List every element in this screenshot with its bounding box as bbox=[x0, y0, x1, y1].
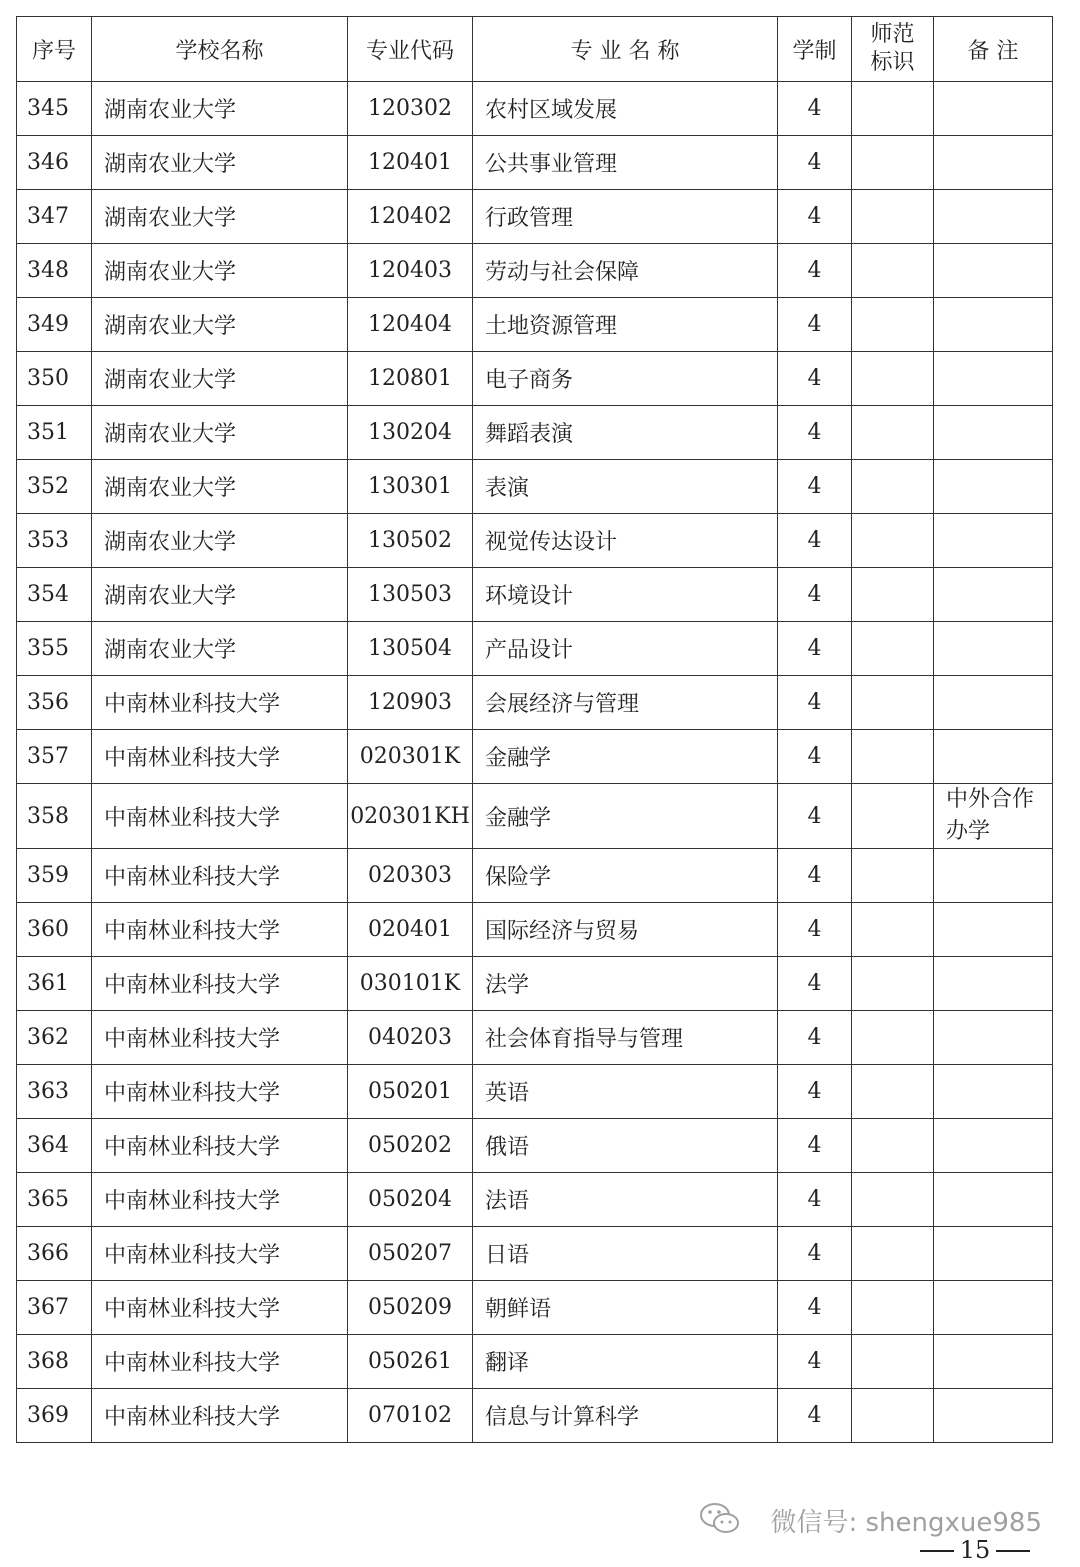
table-row bbox=[17, 406, 1053, 460]
cell-school: 中南林业科技大学 bbox=[92, 849, 348, 903]
cell-notes bbox=[934, 1227, 1053, 1281]
cell-code: 070102 bbox=[348, 1389, 473, 1443]
header-teacher-line2: 标识 bbox=[870, 50, 915, 75]
cell-teacher-flag bbox=[852, 244, 934, 298]
cell-duration: 4 bbox=[778, 676, 852, 730]
cell-teacher-flag bbox=[852, 730, 934, 784]
cell-major: 法语 bbox=[473, 1173, 778, 1227]
header-teacher-flag bbox=[852, 17, 934, 82]
cell-teacher-flag bbox=[852, 136, 934, 190]
cell-code: 030101K bbox=[348, 957, 473, 1011]
cell-code: 130503 bbox=[348, 568, 473, 622]
cell-school: 湖南农业大学 bbox=[92, 136, 348, 190]
table-row bbox=[17, 514, 1053, 568]
cell-seq: 369 bbox=[17, 1389, 92, 1443]
cell-seq: 352 bbox=[17, 460, 92, 514]
cell-school: 湖南农业大学 bbox=[92, 514, 348, 568]
cell-notes: 中外合作办学 bbox=[934, 784, 1053, 849]
cell-school: 中南林业科技大学 bbox=[92, 1335, 348, 1389]
cell-major: 表演 bbox=[473, 460, 778, 514]
cell-code: 130504 bbox=[348, 622, 473, 676]
table-row bbox=[17, 1281, 1053, 1335]
table-row bbox=[17, 1227, 1053, 1281]
table-row bbox=[17, 622, 1053, 676]
cell-seq: 367 bbox=[17, 1281, 92, 1335]
majors-table bbox=[16, 16, 1053, 1443]
table-row bbox=[17, 568, 1053, 622]
cell-teacher-flag bbox=[852, 82, 934, 136]
cell-major: 环境设计 bbox=[473, 568, 778, 622]
cell-code: 050204 bbox=[348, 1173, 473, 1227]
cell-major: 金融学 bbox=[473, 784, 778, 849]
cell-notes bbox=[934, 730, 1053, 784]
cell-seq: 368 bbox=[17, 1335, 92, 1389]
cell-school: 湖南农业大学 bbox=[92, 406, 348, 460]
header-duration: 学制 bbox=[778, 17, 852, 82]
table-row bbox=[17, 676, 1053, 730]
cell-school: 中南林业科技大学 bbox=[92, 957, 348, 1011]
cell-major: 公共事业管理 bbox=[473, 136, 778, 190]
cell-notes bbox=[934, 1335, 1053, 1389]
header-row bbox=[17, 17, 1053, 82]
cell-duration: 4 bbox=[778, 244, 852, 298]
page-number: 15 bbox=[920, 1536, 1030, 1564]
cell-duration: 4 bbox=[778, 730, 852, 784]
table-row bbox=[17, 136, 1053, 190]
cell-seq: 355 bbox=[17, 622, 92, 676]
cell-code: 120401 bbox=[348, 136, 473, 190]
cell-notes bbox=[934, 957, 1053, 1011]
cell-teacher-flag bbox=[852, 298, 934, 352]
cell-duration: 4 bbox=[778, 190, 852, 244]
header-code: 专业代码 bbox=[348, 17, 473, 82]
header-teacher-line1: 师范 bbox=[870, 22, 915, 47]
cell-school: 中南林业科技大学 bbox=[92, 1281, 348, 1335]
cell-teacher-flag bbox=[852, 1119, 934, 1173]
table-row bbox=[17, 1335, 1053, 1389]
header-seq: 序号 bbox=[17, 17, 92, 82]
cell-teacher-flag bbox=[852, 676, 934, 730]
cell-notes bbox=[934, 352, 1053, 406]
cell-major: 视觉传达设计 bbox=[473, 514, 778, 568]
cell-duration: 4 bbox=[778, 1281, 852, 1335]
header-notes: 备 注 bbox=[934, 17, 1053, 82]
cell-major: 法学 bbox=[473, 957, 778, 1011]
cell-duration: 4 bbox=[778, 514, 852, 568]
cell-notes bbox=[934, 622, 1053, 676]
cell-notes bbox=[934, 849, 1053, 903]
cell-teacher-flag bbox=[852, 352, 934, 406]
cell-seq: 351 bbox=[17, 406, 92, 460]
cell-notes bbox=[934, 1281, 1053, 1335]
cell-school: 中南林业科技大学 bbox=[92, 1011, 348, 1065]
table-row bbox=[17, 190, 1053, 244]
cell-seq: 361 bbox=[17, 957, 92, 1011]
cell-teacher-flag bbox=[852, 1011, 934, 1065]
cell-seq: 346 bbox=[17, 136, 92, 190]
cell-seq: 350 bbox=[17, 352, 92, 406]
cell-school: 中南林业科技大学 bbox=[92, 903, 348, 957]
cell-code: 120404 bbox=[348, 298, 473, 352]
cell-seq: 353 bbox=[17, 514, 92, 568]
cell-teacher-flag bbox=[852, 460, 934, 514]
cell-code: 120801 bbox=[348, 352, 473, 406]
cell-code: 050209 bbox=[348, 1281, 473, 1335]
cell-seq: 358 bbox=[17, 784, 92, 849]
cell-notes bbox=[934, 1011, 1053, 1065]
cell-seq: 347 bbox=[17, 190, 92, 244]
cell-duration: 4 bbox=[778, 352, 852, 406]
cell-notes bbox=[934, 676, 1053, 730]
cell-code: 020303 bbox=[348, 849, 473, 903]
cell-duration: 4 bbox=[778, 784, 852, 849]
cell-major: 行政管理 bbox=[473, 190, 778, 244]
cell-notes bbox=[934, 406, 1053, 460]
cell-notes bbox=[934, 1389, 1053, 1443]
cell-teacher-flag bbox=[852, 1227, 934, 1281]
cell-school: 湖南农业大学 bbox=[92, 460, 348, 514]
cell-duration: 4 bbox=[778, 1065, 852, 1119]
cell-major: 俄语 bbox=[473, 1119, 778, 1173]
cell-code: 120403 bbox=[348, 244, 473, 298]
cell-major: 信息与计算科学 bbox=[473, 1389, 778, 1443]
cell-major: 朝鲜语 bbox=[473, 1281, 778, 1335]
cell-seq: 363 bbox=[17, 1065, 92, 1119]
cell-code: 130204 bbox=[348, 406, 473, 460]
cell-major: 舞蹈表演 bbox=[473, 406, 778, 460]
cell-major: 农村区域发展 bbox=[473, 82, 778, 136]
cell-duration: 4 bbox=[778, 1011, 852, 1065]
cell-notes bbox=[934, 460, 1053, 514]
cell-seq: 359 bbox=[17, 849, 92, 903]
table-row bbox=[17, 957, 1053, 1011]
cell-school: 湖南农业大学 bbox=[92, 190, 348, 244]
cell-school: 湖南农业大学 bbox=[92, 568, 348, 622]
header-major: 专 业 名 称 bbox=[473, 17, 778, 82]
cell-teacher-flag bbox=[852, 190, 934, 244]
cell-teacher-flag bbox=[852, 1335, 934, 1389]
cell-seq: 348 bbox=[17, 244, 92, 298]
cell-major: 劳动与社会保障 bbox=[473, 244, 778, 298]
cell-seq: 360 bbox=[17, 903, 92, 957]
cell-major: 翻译 bbox=[473, 1335, 778, 1389]
cell-school: 湖南农业大学 bbox=[92, 82, 348, 136]
cell-seq: 349 bbox=[17, 298, 92, 352]
cell-teacher-flag bbox=[852, 957, 934, 1011]
cell-school: 湖南农业大学 bbox=[92, 352, 348, 406]
table-row bbox=[17, 1065, 1053, 1119]
cell-seq: 362 bbox=[17, 1011, 92, 1065]
cell-teacher-flag bbox=[852, 406, 934, 460]
cell-duration: 4 bbox=[778, 460, 852, 514]
cell-duration: 4 bbox=[778, 406, 852, 460]
table-row bbox=[17, 849, 1053, 903]
cell-major: 电子商务 bbox=[473, 352, 778, 406]
cell-teacher-flag bbox=[852, 903, 934, 957]
cell-duration: 4 bbox=[778, 1119, 852, 1173]
cell-school: 中南林业科技大学 bbox=[92, 676, 348, 730]
cell-notes bbox=[934, 1065, 1053, 1119]
cell-major: 产品设计 bbox=[473, 622, 778, 676]
cell-code: 040203 bbox=[348, 1011, 473, 1065]
cell-notes bbox=[934, 82, 1053, 136]
wechat-icon bbox=[698, 1500, 742, 1542]
cell-school: 中南林业科技大学 bbox=[92, 1227, 348, 1281]
cell-major: 日语 bbox=[473, 1227, 778, 1281]
cell-code: 050207 bbox=[348, 1227, 473, 1281]
cell-code: 050202 bbox=[348, 1119, 473, 1173]
table-row bbox=[17, 352, 1053, 406]
cell-duration: 4 bbox=[778, 1335, 852, 1389]
cell-code: 020301KH bbox=[348, 784, 473, 849]
cell-school: 中南林业科技大学 bbox=[92, 784, 348, 849]
cell-seq: 357 bbox=[17, 730, 92, 784]
header-school: 学校名称 bbox=[92, 17, 348, 82]
cell-seq: 366 bbox=[17, 1227, 92, 1281]
cell-notes bbox=[934, 1173, 1053, 1227]
table-row bbox=[17, 730, 1053, 784]
table-row bbox=[17, 244, 1053, 298]
cell-major: 社会体育指导与管理 bbox=[473, 1011, 778, 1065]
cell-seq: 356 bbox=[17, 676, 92, 730]
cell-school: 中南林业科技大学 bbox=[92, 1119, 348, 1173]
table-row bbox=[17, 1119, 1053, 1173]
cell-duration: 4 bbox=[778, 136, 852, 190]
table-row bbox=[17, 1389, 1053, 1443]
cell-duration: 4 bbox=[778, 1389, 852, 1443]
cell-major: 英语 bbox=[473, 1065, 778, 1119]
cell-notes bbox=[934, 298, 1053, 352]
cell-duration: 4 bbox=[778, 1173, 852, 1227]
cell-seq: 345 bbox=[17, 82, 92, 136]
cell-teacher-flag bbox=[852, 784, 934, 849]
cell-notes bbox=[934, 514, 1053, 568]
cell-teacher-flag bbox=[852, 849, 934, 903]
cell-duration: 4 bbox=[778, 298, 852, 352]
cell-duration: 4 bbox=[778, 849, 852, 903]
cell-duration: 4 bbox=[778, 957, 852, 1011]
cell-teacher-flag bbox=[852, 622, 934, 676]
cell-code: 120402 bbox=[348, 190, 473, 244]
table-row bbox=[17, 460, 1053, 514]
table-row bbox=[17, 1011, 1053, 1065]
cell-teacher-flag bbox=[852, 1389, 934, 1443]
cell-code: 130502 bbox=[348, 514, 473, 568]
table-row bbox=[17, 82, 1053, 136]
cell-major: 保险学 bbox=[473, 849, 778, 903]
cell-major: 国际经济与贸易 bbox=[473, 903, 778, 957]
cell-seq: 364 bbox=[17, 1119, 92, 1173]
cell-duration: 4 bbox=[778, 568, 852, 622]
cell-notes bbox=[934, 903, 1053, 957]
cell-code: 050261 bbox=[348, 1335, 473, 1389]
cell-school: 中南林业科技大学 bbox=[92, 1065, 348, 1119]
cell-code: 020401 bbox=[348, 903, 473, 957]
cell-seq: 354 bbox=[17, 568, 92, 622]
cell-duration: 4 bbox=[778, 82, 852, 136]
cell-teacher-flag bbox=[852, 1065, 934, 1119]
cell-teacher-flag bbox=[852, 1173, 934, 1227]
table-row bbox=[17, 784, 1053, 849]
cell-notes bbox=[934, 136, 1053, 190]
cell-teacher-flag bbox=[852, 514, 934, 568]
cell-code: 120903 bbox=[348, 676, 473, 730]
cell-seq: 365 bbox=[17, 1173, 92, 1227]
cell-code: 020301K bbox=[348, 730, 473, 784]
cell-code: 130301 bbox=[348, 460, 473, 514]
cell-school: 湖南农业大学 bbox=[92, 622, 348, 676]
cell-notes bbox=[934, 1119, 1053, 1173]
cell-teacher-flag bbox=[852, 1281, 934, 1335]
cell-notes bbox=[934, 568, 1053, 622]
cell-school: 中南林业科技大学 bbox=[92, 1389, 348, 1443]
cell-duration: 4 bbox=[778, 903, 852, 957]
cell-code: 050201 bbox=[348, 1065, 473, 1119]
cell-school: 湖南农业大学 bbox=[92, 298, 348, 352]
cell-teacher-flag bbox=[852, 568, 934, 622]
cell-major: 金融学 bbox=[473, 730, 778, 784]
cell-duration: 4 bbox=[778, 622, 852, 676]
cell-school: 湖南农业大学 bbox=[92, 244, 348, 298]
cell-notes bbox=[934, 190, 1053, 244]
cell-code: 120302 bbox=[348, 82, 473, 136]
cell-major: 会展经济与管理 bbox=[473, 676, 778, 730]
table-row bbox=[17, 903, 1053, 957]
cell-school: 中南林业科技大学 bbox=[92, 730, 348, 784]
table-row bbox=[17, 1173, 1053, 1227]
cell-school: 中南林业科技大学 bbox=[92, 1173, 348, 1227]
cell-major: 土地资源管理 bbox=[473, 298, 778, 352]
watermark-text: 微信号: shengxue985 bbox=[770, 1508, 1042, 1538]
cell-duration: 4 bbox=[778, 1227, 852, 1281]
cell-notes bbox=[934, 244, 1053, 298]
table-row bbox=[17, 298, 1053, 352]
